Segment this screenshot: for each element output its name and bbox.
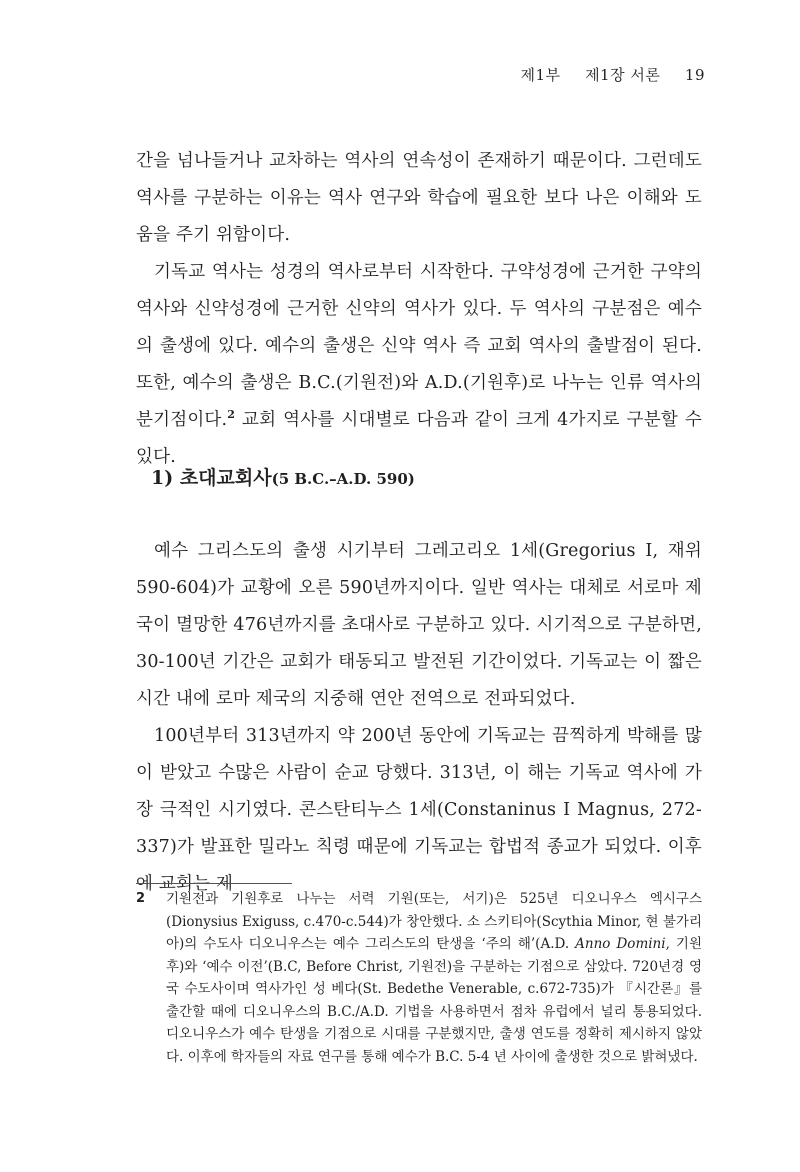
footnote-italic: Anno Domini xyxy=(575,936,666,952)
intro-paragraph-2 xyxy=(136,254,702,476)
section-heading xyxy=(151,463,415,490)
section-paragraph-2: 100년부터 313년까지 약 200년 동안에 기독교는 끔찍하게 박해를 많이 받았고 수많은 사람이 순교 당했다. 313년, 이 해는 기독교 역사에 가장 극적인 시기였다. 콘스탄티누스 1세(Constaninus I Magnus, 272-337)가 발표한 밀라노 칙령 때문에 기독교는 합법적 종교가 되었다. 이후에 교회는 제 xyxy=(136,726,702,894)
footnote xyxy=(136,888,702,1068)
footnote-number: 2 xyxy=(136,891,146,906)
header-chapter: 제1장 서론 xyxy=(585,66,661,84)
intro-text xyxy=(136,143,702,476)
footnote-reference[interactable]: 2 xyxy=(227,408,236,422)
footnote-text-1: 기원전과 기원후로 나누는 서력 기원(또는, 서기)은 525년 디오니우스 엑시구스(Dionysius Exiguss, c.470-c.544)가 창안했다. 소 스키티아(Scythia Minor, 현 불가리아)의 수도사 디오니우스는 예수 그리스도의 탄생을 ‘주의 해’(A.D. xyxy=(166,891,702,952)
footnote-text xyxy=(166,888,702,1068)
intro-paragraph-2-tail: 교회 역사를 시대별로 다음과 같이 크게 4가지로 구분할 수 있다. xyxy=(136,410,702,467)
section-title: 1) 초대교회사 xyxy=(151,467,272,489)
header-part: 제1부 xyxy=(520,66,561,84)
section-period: (5 B.C.–A.D. 590) xyxy=(271,470,415,488)
page-number: 19 xyxy=(684,66,705,84)
intro-paragraph-1: 간을 넘나들거나 교차하는 역사의 연속성이 존재하기 때문이다. 그런데도 역사를 구분하는 이유는 역사 연구와 학습에 필요한 보다 나은 이해와 도움을 주기 위함이다. xyxy=(136,151,702,245)
footnote-text-2: , 기원후)와 ‘예수 이전’(B.C, Before Christ, 기원전)을 구분하는 기점으로 삼았다. 720년경 영국 수도사이며 역사가인 성 베다(St. Bedethe Venerable, c.672-735)가 『시간론』를 출간할 때에 디오니우스의 B.C./A.D. 기법을 사용하면서 점차 유럽에서 널리 통용되었다. 디오니우스가 예수 탄생을 기점으로 시대를 구분했지만, 출생 연도를 정확히 제시하지 않았다. 이후에 학자들의 자료 연구를 통해 예수가 B.C. 5-4 년 사이에 출생한 것으로 밝혀냈다. xyxy=(166,936,703,1065)
section-body xyxy=(136,533,702,903)
running-header xyxy=(520,64,705,85)
intro-paragraph-2-text: 기독교 역사는 성경의 역사로부터 시작한다. 구약성경에 근거한 구약의 역사와 신약성경에 근거한 신약의 역사가 있다. 두 역사의 구분점은 예수의 출생에 있다. 예수의 출생은 신약 역사 즉 교회 역사의 출발점이 된다. 또한, 예수의 출생은 B.C.(기원전)와 A.D.(기원후)로 나누는 인류 역사의 분기점이다. xyxy=(136,262,702,430)
section-paragraph-1: 예수 그리스도의 출생 시기부터 그레고리오 1세(Gregorius I, 재위 590-604)가 교황에 오른 590년까지이다. 일반 역사는 대체로 서로마 제국이 멸망한 476년까지를 초대사로 구분하고 있다. 시기적으로 구분하면, 30-100년 기간은 교회가 태동되고 발전된 기간이었다. 기독교는 이 짧은 시간 내에 로마 제국의 지중해 연안 전역으로 전파되었다. xyxy=(136,541,702,709)
footnote-divider xyxy=(136,883,292,884)
